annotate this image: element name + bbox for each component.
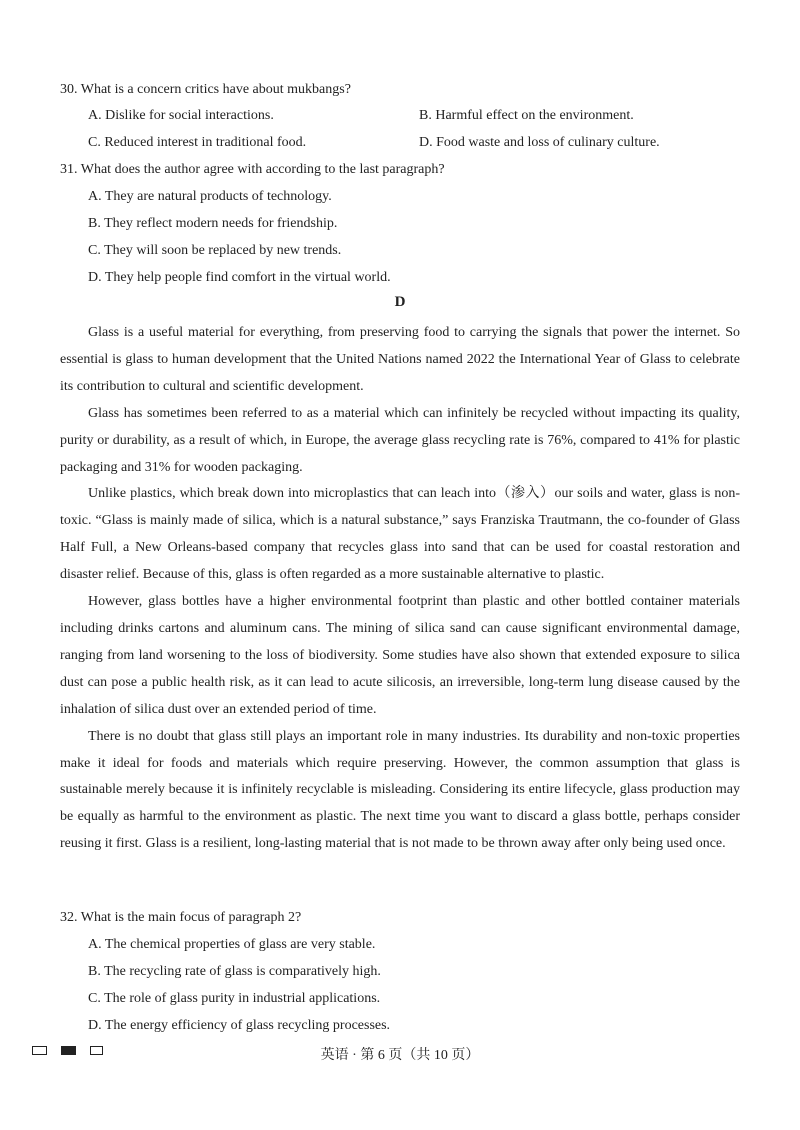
question-30-option-b: B. Harmful effect on the environment. (419, 108, 634, 123)
question-30-option-a: A. Dislike for social interactions. (88, 108, 274, 123)
passage-paragraph-5: There is no doubt that glass still plays an important role in many industries. Its durability and non-toxic properties make it ideal for foods and materials which require preserving. However, the common assumption that glass is sustainable merely because it is infinitely recyclable is misleading. Considering its entire lifecycle, glass production may be equally as harmful to the environment as plastic. The next time you want to discard a glass bottle, perhaps consider reusing it first. Glass is a resilient, long-lasting material that is not made to be thrown away after only being used once. (60, 728, 740, 852)
passage-paragraph-3: Unlike plastics, which break down into microplastics that can leach into（渗入）our soils and water, glass is non-toxic. “Glass is mainly made of silica, which is a natural substance,” says Franziska Trautmann, the co-founder of Glass Half Full, a New Orleans-based company that recycles glass into sand that can be used for coastal restoration and disaster relief. Because of this, glass is often regarded as a more sustainable alternative to plastic. (60, 486, 740, 583)
passage-paragraph-2: Glass has sometimes been referred to as a material which can infinitely be recycled without impacting its quality, purity or durability, as a result of which, in Europe, the average glass recycling rate is 76%, compared to 41% for plastic packaging and 31% for wooden packaging. (60, 405, 740, 475)
question-32-option-a: A. The chemical properties of glass are very stable. (88, 937, 376, 952)
page-footer: 英语 · 第 6 页（共 10 页） (320, 1048, 480, 1063)
question-32-option-c: C. The role of glass purity in industrial applications. (88, 991, 381, 1006)
question-31-option-d: D. They help people find comfort in the virtual world. (88, 270, 391, 285)
reading-passage (60, 320, 740, 858)
question-32-option-b: B. The recycling rate of glass is comparatively high. (88, 964, 381, 979)
passage-paragraph-1: Glass is a useful material for everything, from preserving food to carrying the signals that power the internet. So essential is glass to human development that the United Nations named 2022 the International Year of Glass to celebrate its contribution to cultural and scientific development. (60, 325, 740, 394)
question-31-option-b: B. They reflect modern needs for friendship. (88, 216, 338, 231)
question-30-option-c: C. Reduced interest in traditional food. (88, 135, 307, 150)
question-32-stem: 32. What is the main focus of paragraph 2? (60, 910, 302, 925)
question-30-stem: 30. What is a concern critics have about mukbangs? (60, 82, 351, 97)
question-32-option-d: D. The energy efficiency of glass recycling processes. (88, 1018, 391, 1033)
question-31-stem: 31. What does the author agree with according to the last paragraph? (60, 162, 445, 177)
question-31-option-a: A. They are natural products of technology. (88, 189, 332, 204)
section-title: D (394, 294, 406, 310)
passage-paragraph-4: However, glass bottles have a higher environmental footprint than plastic and other bottled container materials including drinks cartons and aluminum cans. The mining of silica sand can cause significant environmental damage, ranging from land worsening to the loss of biodiversity. Some studies have also shown that extended exposure to silica dust can pose a public health risk, as it can lead to acute silicosis, an irreversible, long-term lung disease caused by the inhalation of silica dust over an extended period of time. (60, 594, 740, 717)
question-31-option-c: C. They will soon be replaced by new trends. (88, 243, 342, 258)
question-30-option-d: D. Food waste and loss of culinary culture. (419, 135, 660, 150)
